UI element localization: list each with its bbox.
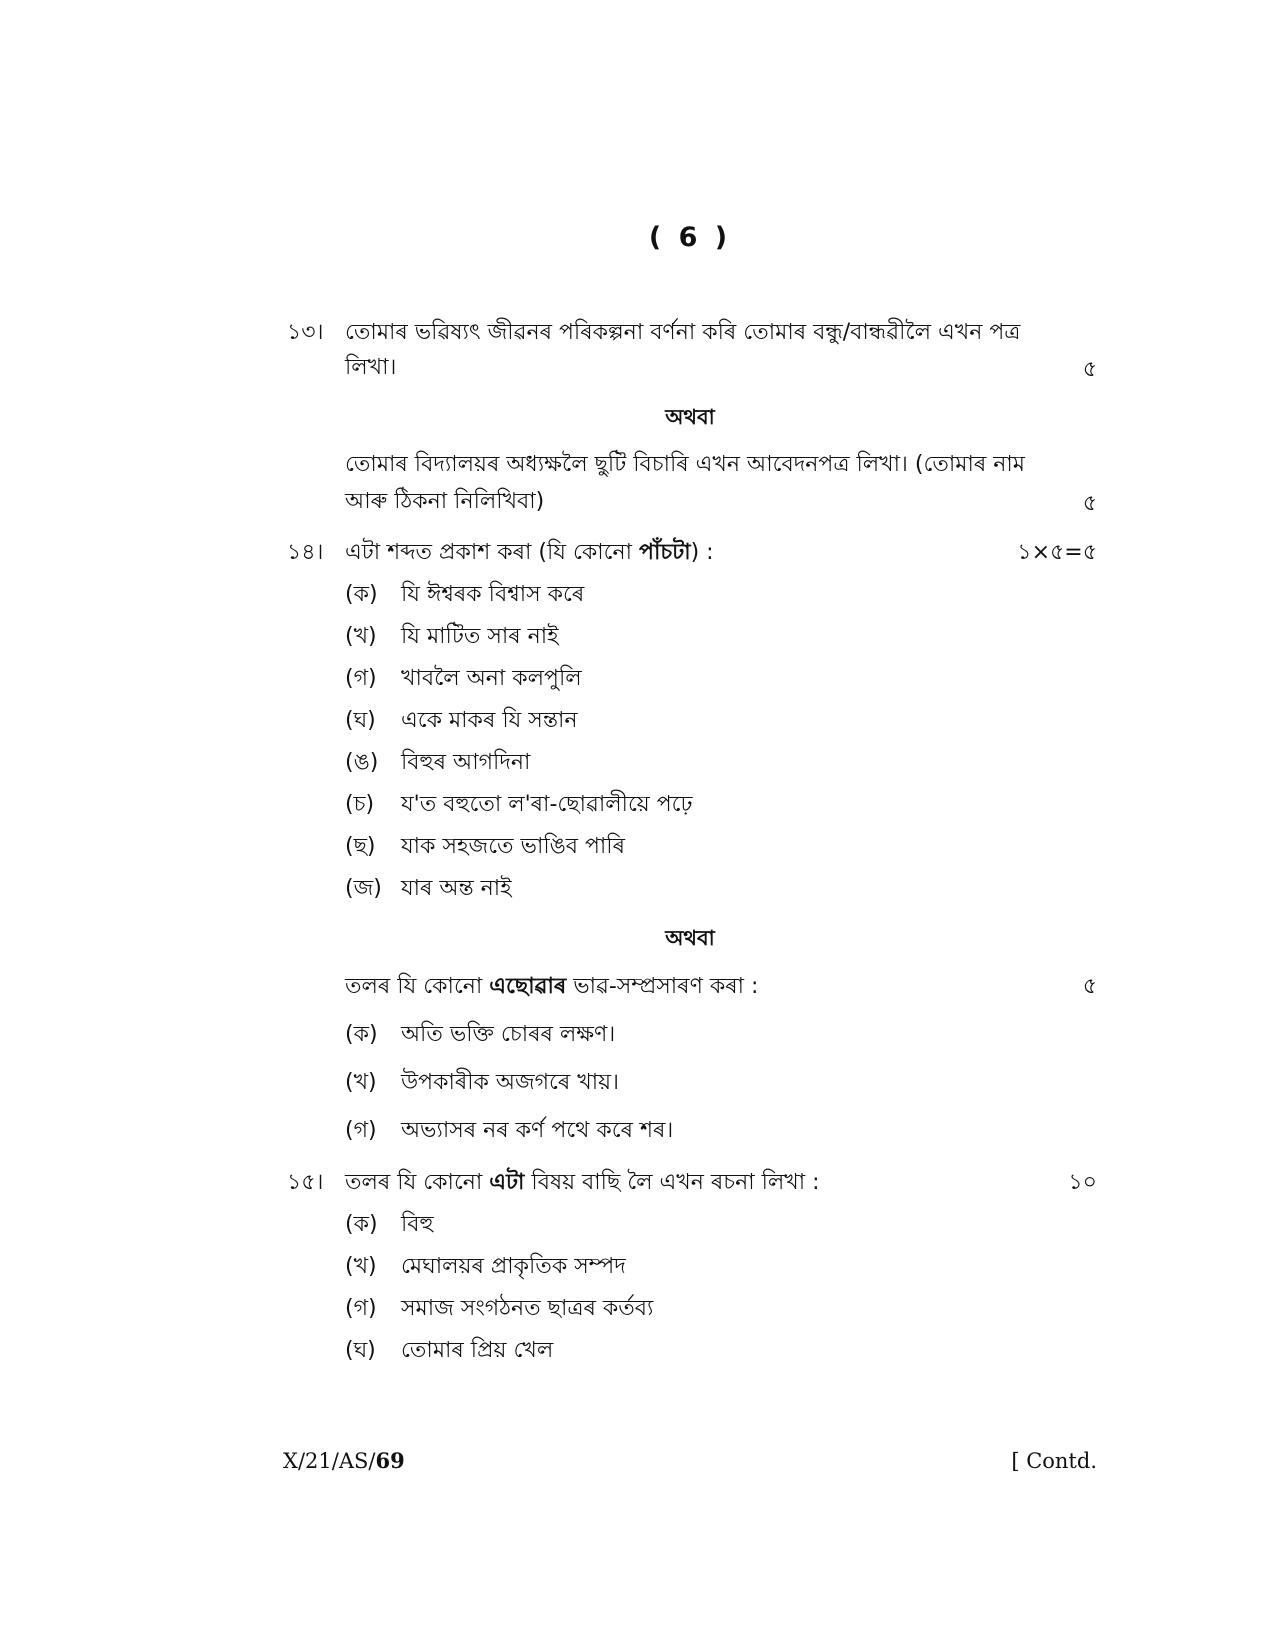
list-item [345, 1294, 653, 1324]
question-14-stem-end: ) : [690, 540, 714, 565]
list-item [345, 1210, 434, 1240]
list-item [345, 874, 512, 904]
item-label: (ঙ) [345, 750, 379, 775]
item-label: (গ) [345, 1296, 377, 1321]
question-15-stem [345, 1168, 820, 1198]
item-label: (ছ) [345, 834, 376, 859]
list-item [345, 1116, 673, 1146]
item-text: অতি ভক্তি চোৰৰ লক্ষণ। [401, 1022, 616, 1047]
item-label: (ঘ) [345, 1338, 376, 1363]
list-item [345, 664, 582, 694]
item-label: (ক) [345, 1022, 378, 1047]
question-15-stem-start: তলৰ যি কোনো [345, 1170, 490, 1195]
item-label: (ঘ) [345, 708, 376, 733]
paper-code-number: 69 [375, 1448, 405, 1473]
question-13-alt-line-2: আৰু ঠিকনা নিলিখিবা) [345, 489, 545, 514]
list-item [345, 1020, 615, 1050]
item-text: একে মাকৰ যি সন্তান [401, 708, 578, 733]
question-14-stem [345, 538, 714, 568]
question-14-alt-stem-start: তলৰ যি কোনো [345, 974, 490, 999]
item-label: (খ) [345, 1254, 377, 1279]
list-item [345, 790, 693, 820]
item-text: অভ্যাসৰ নৰ কৰ্ণ পথে কৰে শৰ। [401, 1118, 674, 1143]
list-item [345, 580, 584, 610]
question-13-number: ১৩। [287, 320, 324, 345]
list-item [345, 706, 578, 736]
list-item [345, 1252, 626, 1282]
list-item [345, 622, 559, 652]
list-item [345, 748, 530, 778]
item-label: (চ) [345, 792, 375, 817]
list-item [345, 832, 625, 862]
item-text: তোমাৰ প্ৰিয় খেল [401, 1338, 554, 1363]
question-14-stem-start: এটা শব্দত প্ৰকাশ কৰা (যি কোনো [345, 540, 640, 565]
item-label: (জ) [345, 876, 382, 901]
item-label: (গ) [345, 1118, 377, 1143]
item-text: খাবলৈ অনা কলপুলি [401, 666, 582, 691]
item-text: উপকাৰীক অজগৰে খায়। [401, 1070, 619, 1095]
paper-code [283, 1446, 405, 1476]
item-text: বিহু [401, 1212, 434, 1237]
question-14-number: ১৪। [287, 540, 324, 565]
item-text: যি ঈশ্বৰক বিশ্বাস কৰে [401, 582, 585, 607]
paper-code-prefix: X/21/AS/ [283, 1449, 376, 1473]
question-14-marks: ১×৫=৫ [1017, 540, 1097, 565]
page-number: ( 6 ) [648, 222, 732, 253]
item-text: মেঘালয়ৰ প্ৰাকৃতিক সম্পদ [401, 1254, 626, 1279]
question-15-marks: ১০ [1068, 1170, 1097, 1195]
question-13-alt-marks: ৫ [1082, 491, 1097, 516]
item-label: (ক) [345, 1212, 378, 1237]
item-label: (ক) [345, 582, 378, 607]
item-text: যাৰ অন্ত নাই [401, 876, 512, 901]
item-text: সমাজ সংগঠনত ছাত্ৰৰ কৰ্তব্য [401, 1296, 654, 1321]
list-item [345, 1068, 619, 1098]
or-label-13: অথবা [665, 405, 715, 429]
question-15-stem-emphasis: এটা [489, 1170, 525, 1195]
item-label: (গ) [345, 666, 377, 691]
or-label-14: অথবা [665, 926, 715, 950]
list-item [345, 1336, 553, 1366]
question-13-line-1: তোমাৰ ভৱিষ্যৎ জীৱনৰ পৰিকল্পনা বৰ্ণনা কৰি তোমাৰ বন্ধু/বান্ধৱীলৈ এখন পত্ৰ [345, 320, 1021, 345]
item-text: যি মাটিত সাৰ নাই [401, 624, 559, 649]
question-13-alt-line-1: তোমাৰ বিদ্যালয়ৰ অধ্যক্ষলৈ ছুটি বিচাৰি এখন আবেদনপত্ৰ লিখা। (তোমাৰ নাম [345, 452, 1025, 477]
question-13-line-2: লিখা। [345, 355, 397, 380]
item-label: (খ) [345, 1070, 377, 1095]
item-text: য'ত বহুতো ল'ৰা-ছোৱালীয়ে পঢ়ে [401, 792, 693, 817]
question-13-marks: ৫ [1082, 357, 1097, 382]
item-text: যাক সহজতে ভাঙিব পাৰি [401, 834, 625, 859]
question-14-stem-emphasis: পাঁচটা [639, 540, 691, 565]
question-14-alt-marks: ৫ [1082, 974, 1097, 999]
continued-note: [ Contd. [1011, 1449, 1097, 1473]
question-15-number: ১৫। [287, 1170, 324, 1195]
question-14-alt-stem-end: ভাৱ-সম্প্ৰসাৰণ কৰা : [566, 974, 759, 999]
question-14-alt-stem-emphasis: এছোৱাৰ [489, 974, 567, 999]
item-label: (খ) [345, 624, 377, 649]
question-15-stem-end: বিষয় বাছি লৈ এখন ৰচনা লিখা : [524, 1170, 820, 1195]
question-14-alt-stem [345, 972, 758, 1002]
item-text: বিহুৰ আগদিনা [401, 750, 531, 775]
